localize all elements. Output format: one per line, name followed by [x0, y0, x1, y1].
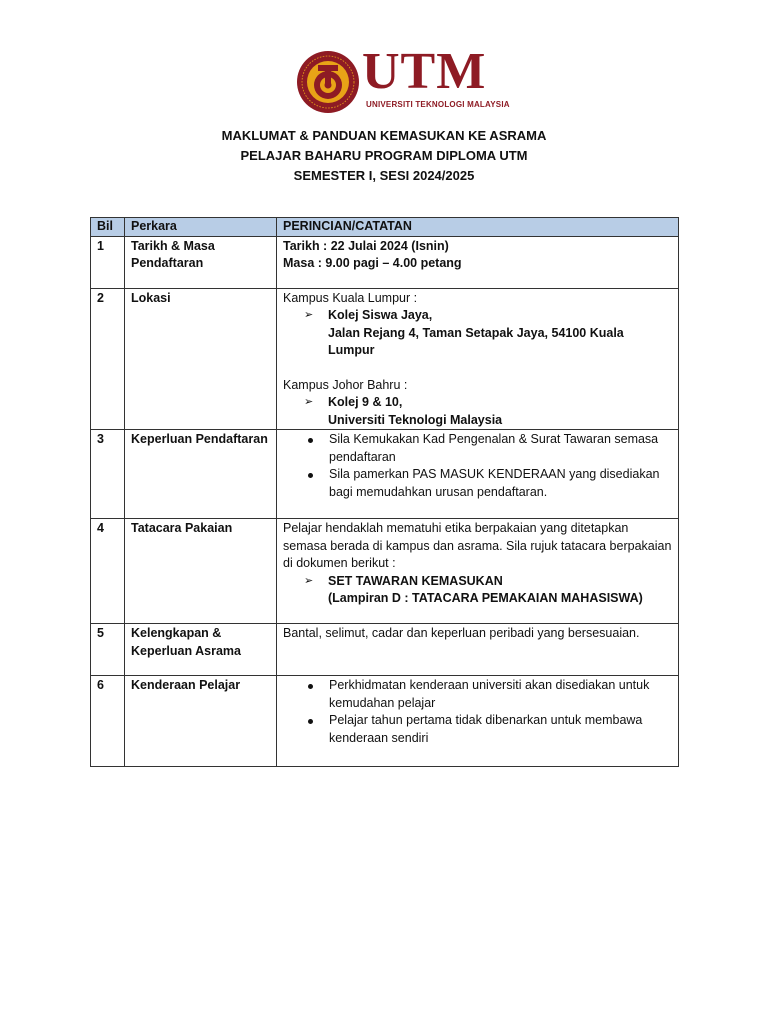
- table-row: [91, 676, 679, 767]
- row-detail: [277, 236, 679, 288]
- arrow-bullet-icon: ➢: [304, 574, 314, 587]
- row-number: 4: [91, 519, 125, 624]
- row-number: 3: [91, 430, 125, 519]
- row-detail: Bantal, selimut, cadar dan keperluan peribadi yang bersesuaian.: [277, 624, 679, 676]
- utm-wordmark: UTM: [362, 43, 487, 100]
- bullet-dot-icon: [308, 473, 313, 478]
- arrow-bullet-icon: ➢: [304, 309, 314, 321]
- registration-date: Tarikh : 22 Julai 2024 (Isnin): [283, 238, 449, 253]
- row-detail: [277, 288, 679, 430]
- bullet-dot-icon: [308, 438, 313, 443]
- header-bil: Bil: [91, 218, 125, 237]
- row-topic: Tarikh & Masa Pendaftaran: [125, 236, 277, 288]
- row-number: 2: [91, 288, 125, 430]
- row-topic: Kelengkapan & Keperluan Asrama: [125, 624, 277, 676]
- table-row: [91, 624, 679, 676]
- arrow-bullet-icon: ➢: [304, 396, 314, 408]
- row-topic: Keperluan Pendaftaran: [125, 430, 277, 519]
- info-table: [90, 217, 679, 767]
- jb-address: Universiti Teknologi Malaysia: [328, 412, 503, 427]
- header-perincian: PERINCIAN/CATATAN: [277, 218, 679, 237]
- title-line-2: PELAJAR BAHARU PROGRAM DIPLOMA UTM: [240, 148, 528, 163]
- list-item: Pelajar tahun pertama tidak dibenarkan untuk membawa kenderaan sendiri: [283, 712, 672, 747]
- registration-time: Masa : 9.00 pagi – 4.00 petang: [283, 256, 462, 270]
- campus-jb-label: Kampus Johor Bahru :: [283, 377, 408, 392]
- bullet-dot-icon: [308, 719, 313, 724]
- table-header-row: [91, 218, 679, 237]
- row-number: 6: [91, 676, 125, 767]
- list-item: Sila pamerkan PAS MASUK KENDERAAN yang disediakan bagi memudahkan urusan pendaftaran.: [283, 466, 672, 501]
- list-item: ➢ SET TAWARAN KEMASUKAN: [283, 573, 672, 591]
- row-detail: [277, 430, 679, 519]
- bullet-list: [283, 431, 672, 501]
- row-topic: Tatacara Pakaian: [125, 519, 277, 624]
- list-item: Perkhidmatan kenderaan universiti akan disediakan untuk kemudahan pelajar: [283, 677, 672, 712]
- bullet-dot-icon: [308, 684, 313, 689]
- row-number: 1: [91, 236, 125, 288]
- attachment-reference: (Lampiran D : TATACARA PEMAKAIAN MAHASISWA): [328, 591, 643, 605]
- table-row: [91, 430, 679, 519]
- row-detail: Pelajar hendaklah mematuhi etika berpakaian yang ditetapkan semasa berada di kampus dan asrama. Sila rujuk tatacara berpakaian di dokumen berikut : ➢ SET TAWARAN KEMASUKAN (Lampiran D : TATACARA PEMAKAIAN MAHASISWA): [277, 519, 679, 624]
- table-row: [91, 288, 679, 430]
- table-row: [91, 236, 679, 288]
- kl-address: Jalan Rejang 4, Taman Setapak Jaya, 54100 Kuala Lumpur: [328, 325, 624, 357]
- title-line-1: MAKLUMAT & PANDUAN KEMASUKAN KE ASRAMA: [221, 128, 547, 143]
- utm-subtitle: UNIVERSITI TEKNOLOGI MALAYSIA: [366, 100, 510, 109]
- title-line-3: SEMESTER I, SESI 2024/2025: [293, 168, 475, 183]
- header-perkara: Perkara: [125, 218, 277, 237]
- list-item: Sila Kemukakan Kad Pengenalan & Surat Tawaran semasa pendaftaran: [283, 431, 672, 466]
- list-item: ➢ Kolej 9 & 10,: [283, 394, 672, 412]
- utm-logo: [296, 43, 510, 116]
- row-topic: Lokasi: [125, 288, 277, 430]
- table-row: [91, 519, 679, 624]
- row-topic: Kenderaan Pelajar: [125, 676, 277, 767]
- row-number: 5: [91, 624, 125, 676]
- utm-seal-icon: [296, 50, 360, 114]
- document-title: [0, 126, 768, 186]
- list-item: ➢ Kolej Siswa Jaya,: [283, 307, 672, 325]
- campus-kl-label: Kampus Kuala Lumpur :: [283, 290, 418, 305]
- bullet-list: [283, 677, 672, 747]
- row-detail: [277, 676, 679, 767]
